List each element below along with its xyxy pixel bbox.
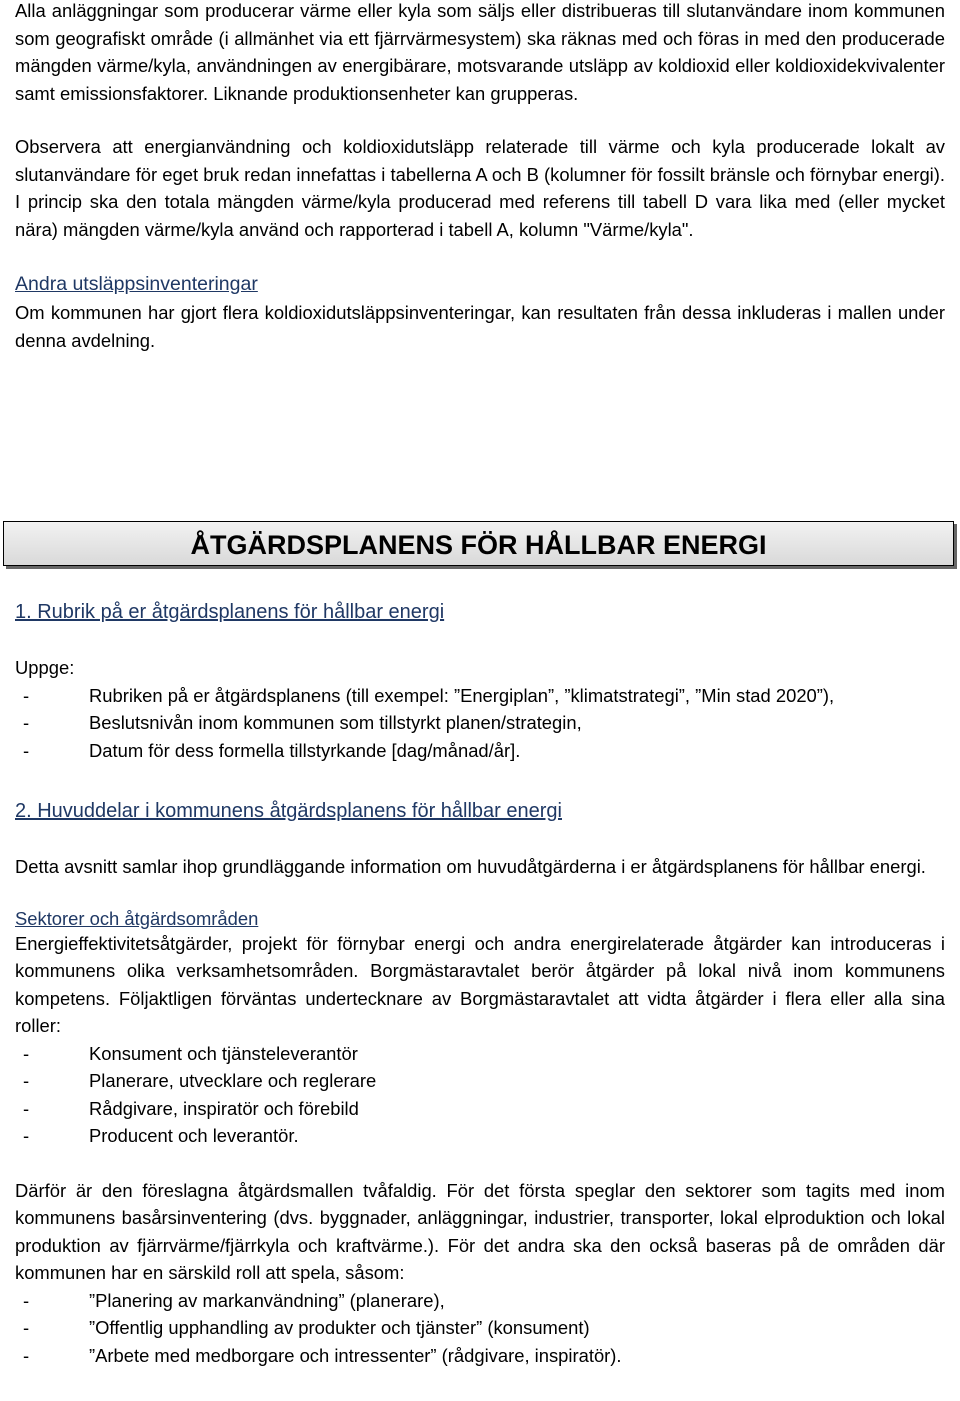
subsection-heading: Sektorer och åtgärdsområden xyxy=(15,907,259,929)
section-1-list xyxy=(15,682,945,765)
list-item: - Rubriken på er åtgärdsplanens (till exempel: ”Energiplan”, ”klimatstrategi”, ”Min stad 2020”), xyxy=(15,682,945,710)
list-item: - ”Arbete med medborgare och intressenter” (rådgivare, inspiratör). xyxy=(15,1342,945,1370)
list-item: - ”Offentlig upphandling av produkter och tjänster” (konsument) xyxy=(15,1314,945,1342)
list-item: - Beslutsnivån inom kommunen som tillstyrkt planen/strategin, xyxy=(15,709,945,737)
section-1-heading: 1. Rubrik på er åtgärdsplanens för hållbar energi xyxy=(15,601,445,623)
list-item: - Datum för dess formella tillstyrkande [dag/månad/år]. xyxy=(15,737,945,765)
list-item: - Planerare, utvecklare och reglerare xyxy=(15,1067,945,1095)
andra-text: Om kommunen har gjort flera koldioxidutsläppsinventeringar, kan resultaten från dessa inkluderas i mallen under denna avdelning. xyxy=(15,302,945,351)
andra-heading: Andra utsläppsinventeringar xyxy=(15,273,258,295)
section-2-body xyxy=(15,853,945,1369)
intro-paragraph-1: Alla anläggningar som producerar värme eller kyla som säljs eller distribueras till slutanvändare inom kommunen som geografiskt område (i allmänhet via ett fjärrvärmesystem) ska räknas med och föras in med den producerade mängden värme/kyla, användningen av energibärare, motsvarande utsläpp av koldioxid eller koldioxidekvivalenter samt emissionsfaktorer. Liknande produktionsenheter kan grupperas. xyxy=(15,0,945,104)
template-text: Därför är den föreslagna åtgärdsmallen tvåfaldig. För det första speglar den sektorer som tagits med inom kommunens basårsinventering (dvs. byggnader, anläggningar, industrier, transporter, lokal elproduktion och lokal produktion av fjärrvärme/fjärrkyla och kraftvärme.). För det andra ska den också baseras på de områden där kommunen har en särskild roll att spela, såsom: xyxy=(15,1179,945,1283)
section-2-intro: Detta avsnitt samlar ihop grundläggande information om huvudåtgärderna i er åtgärdsplanens för hållbar energi. xyxy=(15,856,926,877)
section-title-box xyxy=(3,521,954,566)
document-body xyxy=(15,0,945,354)
section-title: ÅTGÄRDSPLANENS FÖR HÅLLBAR ENERGI xyxy=(190,530,767,560)
roles-list xyxy=(15,1040,945,1150)
list-item: - Konsument och tjänsteleverantör xyxy=(15,1040,945,1068)
list-item: - Producent och leverantör. xyxy=(15,1122,945,1150)
intro-paragraph-2: Observera att energianvändning och koldioxidutsläpp relaterade till värme och kyla producerade lokalt av slutanvändare för eget bruk redan innefattas i tabellerna A och B (kolumner för fossilt bränsle och förnybar energi). I princip ska den totala mängden värme/kyla producerad med referens till tabell D vara lika med (eller mycket nära) mängden värme/kyla använd och rapporterad i tabell A, kolumn "Värme/kyla". xyxy=(15,136,945,240)
subsection-text: Energieffektivitetsåtgärder, projekt för förnybar energi och andra energirelaterade åtgärder kan introduceras i kommunens olika verksamhetsområden. Borgmästaravtalet berör åtgärder på lokal nivå inom kommunens kompetens. Följaktligen förväntas undertecknare av Borgmästaravtalet att vidta åtgärder i flera eller alla sina roller: xyxy=(15,932,945,1036)
list-item: - ”Planering av markanvändning” (planerare), xyxy=(15,1287,945,1315)
list-item: - Rådgivare, inspiratör och förebild xyxy=(15,1095,945,1123)
section-1-body xyxy=(15,654,945,764)
areas-list xyxy=(15,1287,945,1370)
subsection-heading-wrap xyxy=(15,908,945,930)
section-2-heading: 2. Huvuddelar i kommunens åtgärdsplanens för hållbar energi xyxy=(15,800,562,822)
section-1-intro: Uppge: xyxy=(15,657,75,678)
